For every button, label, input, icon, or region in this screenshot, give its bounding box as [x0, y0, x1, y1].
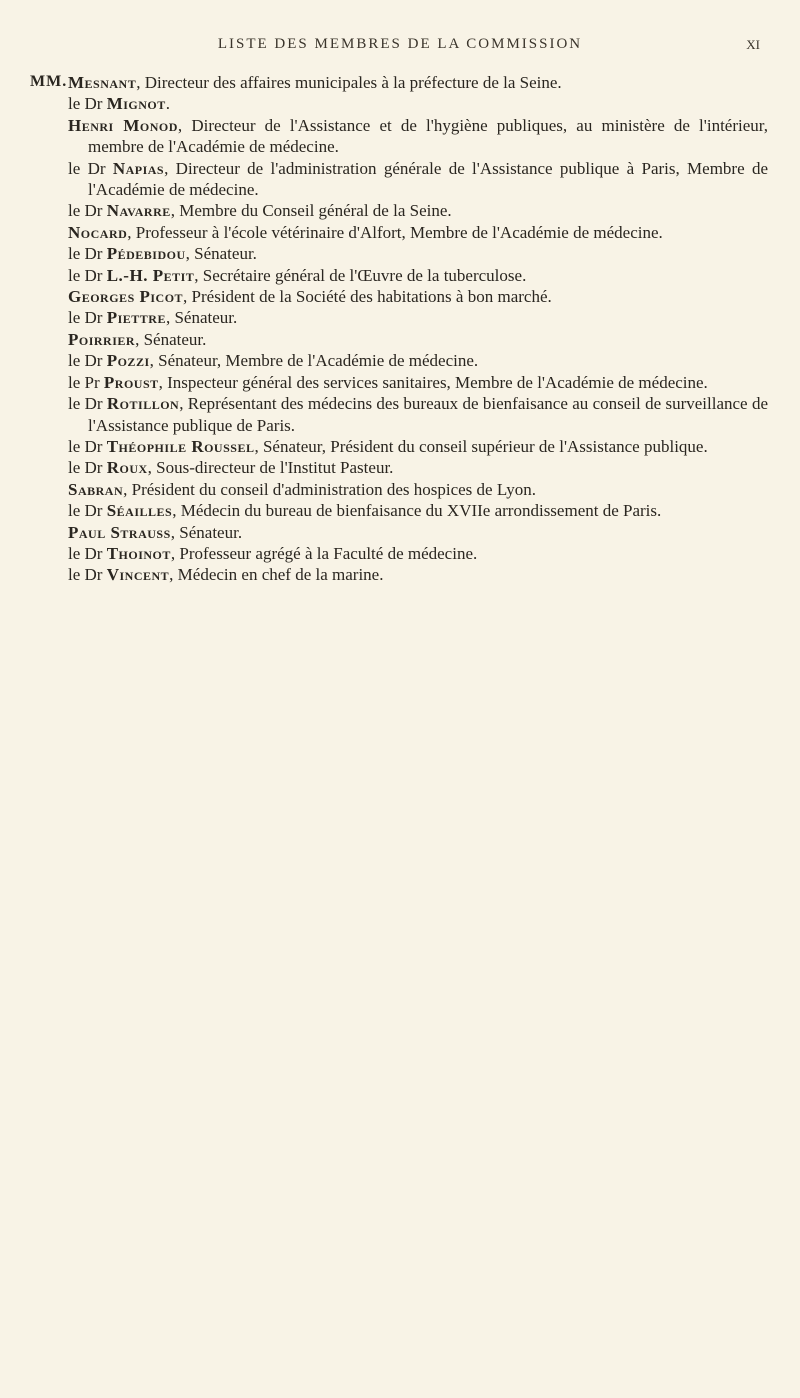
entry-title-prefix: le Dr — [68, 308, 107, 328]
member-name: Napias — [112, 158, 165, 178]
member-name: Navarre — [106, 201, 171, 221]
member-name: Thoinot — [106, 543, 171, 563]
list-item — [68, 286, 768, 307]
member-name: Pédebidou — [106, 244, 186, 264]
member-name: Roux — [106, 458, 148, 478]
member-role: , Sénateur, Membre de l'Académie de médecine. — [149, 351, 479, 371]
entry-title-prefix: le Dr — [68, 158, 113, 178]
list-item — [68, 72, 768, 93]
member-role: , Sénateur. — [165, 308, 238, 328]
entry-title-prefix: le Dr — [68, 458, 107, 478]
member-role: , Membre du Conseil général de la Seine. — [170, 201, 452, 221]
member-role: , Sous-directeur de l'Institut Pasteur. — [147, 458, 394, 478]
page-header — [0, 36, 800, 66]
list-item — [68, 500, 768, 521]
member-list — [68, 72, 768, 586]
list-item — [68, 222, 768, 243]
member-name: Mignot — [106, 94, 166, 114]
member-role: , Médecin du bureau de bienfaisance du XVIIe arrondissement de Paris. — [172, 501, 662, 521]
list-item — [68, 372, 768, 393]
member-role: , Directeur de l'administration générale de l'Assistance publique à Paris, Membre de l'Académie de médecine. — [88, 158, 768, 200]
entry-title-prefix: le Dr — [68, 94, 107, 114]
member-name: Vincent — [106, 565, 170, 585]
member-name: Nocard — [68, 222, 128, 242]
entry-title-prefix: le Pr — [68, 372, 104, 392]
member-role: , Sénateur. — [185, 244, 257, 264]
entry-title-prefix: le Dr — [68, 565, 107, 585]
member-role: , Médecin en chef de la marine. — [169, 565, 384, 585]
list-item — [68, 158, 768, 201]
entry-title-prefix: le Dr — [68, 394, 107, 414]
entry-title-prefix: le Dr — [68, 501, 107, 521]
member-name: Georges Picot — [68, 287, 184, 307]
member-name: Rotillon — [106, 394, 180, 414]
list-item — [68, 457, 768, 478]
member-role: , Directeur de l'Assistance et de l'hygiène publiques, au ministère de l'intérieur, membre de l'Académie de médecine. — [88, 115, 768, 157]
list-item — [68, 350, 768, 371]
entry-title-prefix: le Dr — [68, 265, 107, 285]
member-name: Séailles — [106, 501, 173, 521]
list-item — [68, 115, 768, 158]
entry-title-prefix: le Dr — [68, 351, 107, 371]
member-role: , Directeur des affaires municipales à la préfecture de la Seine. — [136, 73, 562, 92]
member-name: Pozzi — [106, 351, 150, 371]
entry-title-prefix: le Dr — [68, 201, 107, 221]
member-role: , Secrétaire général de l'Œuvre de la tuberculose. — [194, 265, 527, 285]
member-role: , Sénateur. — [170, 522, 243, 542]
list-item — [68, 479, 768, 500]
member-role: , Sénateur. — [135, 329, 207, 349]
list-item — [68, 393, 768, 436]
entry-title-prefix: le Dr — [68, 543, 107, 563]
member-role: , Sénateur, Président du conseil supérieur de l'Assistance publique. — [254, 436, 708, 456]
member-name: L.-H. Petit — [106, 265, 195, 285]
list-item — [68, 329, 768, 350]
member-name: Théophile Roussel — [106, 436, 255, 456]
member-name: Piettre — [106, 308, 166, 328]
member-role: , Président du conseil d'administration des hospices de Lyon. — [123, 479, 537, 499]
member-name: Paul Strauss — [68, 522, 171, 542]
member-role: , Inspecteur général des services sanitaires, Membre de l'Académie de médecine. — [158, 372, 708, 392]
entry-title-prefix: le Dr — [68, 244, 107, 264]
page-number: XI — [746, 37, 760, 52]
list-item — [68, 265, 768, 286]
member-role: , Professeur à l'école vétérinaire d'Alfort, Membre de l'Académie de médecine. — [127, 222, 663, 242]
list-prefix: MM. — [30, 73, 68, 90]
member-role: , Professeur agrégé à la Faculté de médecine. — [170, 543, 478, 563]
member-role: . — [165, 94, 171, 114]
list-item — [68, 243, 768, 264]
member-name: Poirrier — [68, 329, 136, 349]
list-item — [68, 522, 768, 543]
member-name: Henri Monod — [68, 115, 178, 135]
list-item — [68, 200, 768, 221]
member-name: Sabran — [68, 479, 124, 499]
member-name: Proust — [103, 372, 159, 392]
entry-title-prefix: le Dr — [68, 436, 107, 456]
list-item — [68, 564, 768, 585]
member-name: Mesnant — [68, 73, 137, 92]
list-item — [68, 307, 768, 328]
member-role: , Président de la Société des habitations à bon marché. — [183, 287, 552, 307]
running-title: LISTE DES MEMBRES DE LA COMMISSION — [217, 36, 583, 52]
list-item — [68, 543, 768, 564]
member-role: , Représentant des médecins des bureaux de bienfaisance au conseil de surveillance de l'Assistance publique de Paris. — [88, 394, 768, 435]
list-item — [68, 436, 768, 457]
list-item — [68, 93, 768, 114]
